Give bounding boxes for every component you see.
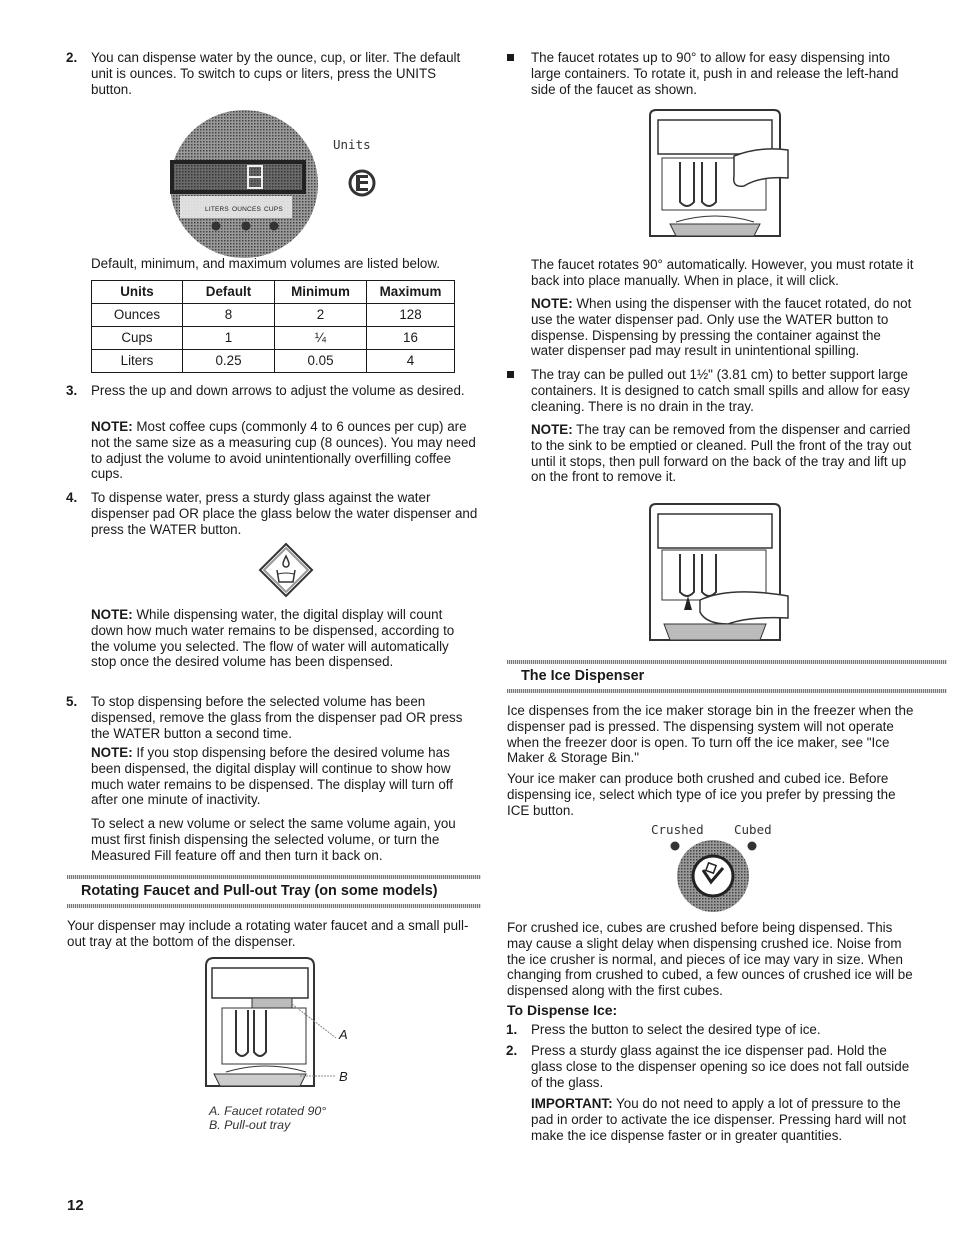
ice-step-2 [506,1043,916,1090]
table-header-row [92,281,455,304]
table-cell: 128 [367,304,455,327]
faucet-rotates-paragraph: The faucet rotates 90° automatically. However, you must rotate it back into place manually. When in place, it will click. [531,257,914,288]
step-4 [66,490,481,537]
tray-removal-figure [640,500,790,650]
rotating-intro-paragraph: Your dispenser may include a rotating water faucet and a small pull-out tray at the bottom of the dispenser. [67,918,469,949]
cubed-label: Cubed [734,822,772,837]
new-volume-paragraph: To select a new volume or select the same volume again, you must first finish dispensing the selected volume, or turn the Measured Fill feature off and then turn it back on. [91,816,456,863]
water-glass-icon [258,542,314,598]
ice-section-rule-bottom [507,689,947,693]
header-minimum: Minimum [275,281,367,304]
label-cups: CUPS [264,206,283,213]
ice-section-rule-top [507,660,947,664]
note-coffee-cups [91,419,476,482]
note-stop-dispensing [91,745,481,808]
caption-a: A. Faucet rotated 90° [209,1104,327,1118]
ice-step-1 [506,1022,916,1038]
indicator-dot-crushed [671,842,680,851]
step-number: 1. [506,1022,518,1037]
ice-paragraph-3: For crushed ice, cubes are crushed before being dispensed. This may cause a slight delay when dispensing crushed ice. Noise from the ice crusher is normal, and pieces of ice may vary in size. When changing from crushed to cubed, a few ounces of crushed ice will be dispensed along with the first cubes. [507,920,913,999]
figure-label-a: A [339,1027,348,1042]
ice-paragraph-1: Ice dispenses from the ice maker storage bin in the freezer when the dispenser pad is pressed. The dispensing system will not operate when the freezer door is open. To turn off the ice maker, see "Ice Maker & Storage Bin." [507,703,914,766]
faucet-rotate-figure [640,106,790,242]
table-cell: 16 [367,327,455,350]
header-maximum: Maximum [367,281,455,304]
water-button-illustration [258,542,314,598]
figure-label-b: B [339,1069,348,1084]
bullet-icon [507,371,514,378]
units-panel-graphic [170,108,380,260]
units-panel-illustration [170,108,380,260]
table-cell: 2 [275,304,367,327]
table-cell: 1 [183,327,275,350]
section-heading-ice: The Ice Dispenser [521,668,645,684]
table-cell: 0.05 [275,350,367,373]
important-note [531,1096,916,1143]
note-tray-removal [531,422,916,485]
units-label: Units [333,137,371,152]
note-label: NOTE: [91,419,133,434]
header-units: Units [92,281,183,304]
tray-removal-illustration [640,500,790,650]
step-text: You can dispense water by the ounce, cup, or liter. The default unit is ounces. To switch to cups or liters, press the UNITS button. [91,50,461,97]
faucet-rotate-illustration [640,106,790,242]
section-rule-bottom [67,904,481,908]
indicator-dot-liters [212,222,221,231]
indicator-dot-ounces [242,222,251,231]
step-number: 3. [66,383,78,398]
table-row [92,327,455,350]
step-5 [66,694,476,741]
important-text: You do not need to apply a lot of pressure to the pad in order to activate the ice dispenser. Pressing hard will not make the ice dispense faster or in greater quantities. [531,1096,907,1143]
table-intro: Default, minimum, and maximum volumes are listed below. [91,256,441,271]
note-faucet-rotated [531,296,916,359]
step-text: To stop dispensing before the selected volume has been dispensed, remove the glass from the dispenser pad OR press the WATER button a second time. [91,694,463,741]
note-text: Most coffee cups (commonly 4 to 6 ounces per cup) are not the same size as a measuring cup (8 ounces). You may need to adjust the volume to avoid unintentionally overfilling coffee cups. [91,419,476,482]
indicator-dot-cups [270,222,279,231]
note-label: NOTE: [531,296,573,311]
table-cell: 0.25 [183,350,275,373]
caption-b: B. Pull-out tray [209,1118,291,1132]
ice-button [693,856,733,896]
indicator-dot-cubed [748,842,757,851]
section-heading-rotating: Rotating Faucet and Pull-out Tray (on some models) [81,883,438,899]
bullet-text: The tray can be pulled out 1½" (3.81 cm) to better support large containers. It is designed to catch small spills and allow for easy cleaning. There is no drain in the tray. [531,367,910,414]
table-cell: Liters [92,350,183,373]
ice-button-graphic [645,838,780,912]
label-ounces: OUNCES [232,206,262,213]
table-cell: 4 [367,350,455,373]
table-row [92,350,455,373]
ice-paragraph-2: Your ice maker can produce both crushed and cubed ice. Before dispensing ice, select which type of ice you prefer by pressing the ICE button. [507,771,896,818]
step-text: Press the up and down arrows to adjust the volume as desired. [91,383,465,398]
section-rule-top [67,875,481,879]
note-text: While dispensing water, the digital display will count down how much water remains to be dispensed, according to the volume you selected. The flow of water will automatically stop once the desired volume has been dispensed. [91,607,455,670]
step-text: Press the button to select the desired type of ice. [531,1022,821,1037]
crushed-label: Crushed [651,822,704,837]
bullet-text: The faucet rotates up to 90° to allow for easy dispensing into large containers. To rotate it, push in and release the left-hand side of the faucet as shown. [531,50,899,97]
table-cell: Ounces [92,304,183,327]
step-text: Press a sturdy glass against the ice dispenser pad. Hold the glass close to the dispenser opening so ice does not fall outside of the glass. [531,1043,910,1090]
step-text: To dispense water, press a sturdy glass against the water dispenser pad OR place the glass below the water dispenser and press the WATER button. [91,490,478,537]
note-label: NOTE: [91,745,133,760]
important-label: IMPORTANT: [531,1096,613,1111]
step-number: 2. [506,1043,518,1058]
note-text: When using the dispenser with the faucet rotated, do not use the water dispenser pad. Only use the WATER button to dispense. Dispensing by pressing the container against the water dispenser pad may result in unintentional spilling. [531,296,912,359]
note-label: NOTE: [531,422,573,437]
to-dispense-ice-heading: To Dispense Ice: [507,1002,618,1018]
step-3 [66,383,476,399]
table-cell: Cups [92,327,183,350]
label-liters: LITERS [205,206,229,213]
volume-table [91,280,455,373]
step-2 [66,50,476,97]
table-row [92,304,455,327]
page-number: 12 [67,1197,84,1214]
step-number: 2. [66,50,78,65]
note-text: The tray can be removed from the dispenser and carried to the sink to be emptied or cleaned. Pull the front of the tray out until it stops, then pull forward on the back of the tray and lift up on the front to remove it. [531,422,912,485]
bullet-icon [507,54,514,61]
header-default: Default [183,281,275,304]
note-text: If you stop dispensing before the desired volume has been dispensed, the digital display will continue to show how much water remains to be dispensed. The display will turn off after one minute of inactivity. [91,745,453,808]
bullet-tray [531,367,916,414]
step-number: 4. [66,490,78,505]
dispenser-figure-ab [196,956,366,1096]
step-number: 5. [66,694,78,709]
note-digital-display [91,607,476,670]
table-cell: ¼ [275,327,367,350]
ice-panel-illustration [645,820,780,912]
bullet-faucet-rotates [531,50,916,97]
note-label: NOTE: [91,607,133,622]
table-cell: 8 [183,304,275,327]
